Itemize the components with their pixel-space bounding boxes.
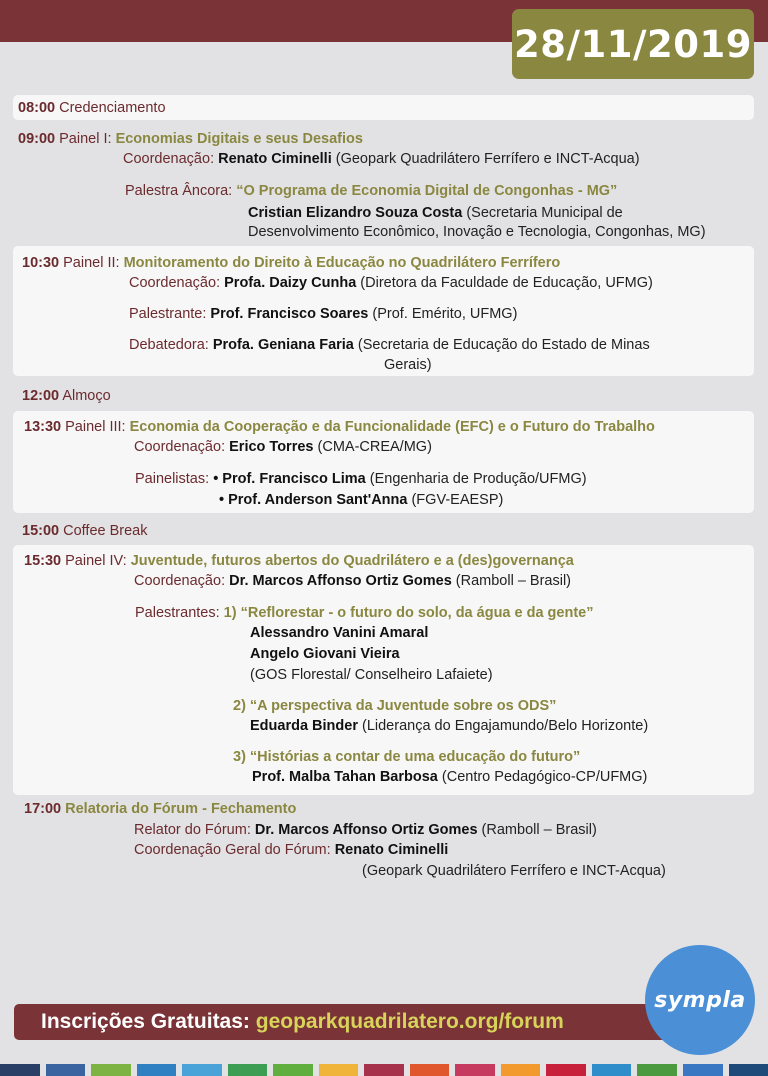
coord-affiliation: (Diretora da Faculdade de Educação, UFMG)	[356, 275, 653, 291]
speaker-name: Prof. Malba Tahan Barbosa	[252, 769, 438, 785]
speaker-affiliation: (Secretaria Municipal de	[462, 205, 623, 221]
painel-2-debater	[129, 336, 650, 354]
panel-title: Economias Digitais e seus Desafios	[115, 131, 363, 147]
session-almoco	[22, 387, 111, 405]
relatoria-general-coordination	[134, 841, 448, 859]
painel-1-speaker	[248, 204, 623, 222]
panelist-affiliation: (FGV-EAESP)	[407, 492, 504, 508]
session-time: 12:00	[22, 388, 60, 404]
coord-affiliation: (Geopark Quadrilátero Ferrífero e INCT-Acqua)	[331, 151, 640, 167]
painel-2-coordination	[129, 274, 653, 292]
sdg-color-block	[683, 1064, 723, 1076]
session-time: 17:00	[24, 801, 62, 817]
relatoria-relator	[134, 821, 597, 839]
session-time: 15:30	[24, 553, 62, 569]
session-time: 08:00	[18, 100, 56, 116]
session-title: Credenciamento	[59, 100, 166, 116]
painel-3-panelist-2	[219, 491, 503, 509]
sdg-color-block	[137, 1064, 177, 1076]
panel-label: Painel III:	[65, 419, 126, 435]
session-title: Almoço	[62, 388, 111, 404]
general-coord-name: Renato Ciminelli	[334, 842, 449, 858]
talk-1-affiliation: (GOS Florestal/ Conselheiro Lafaiete)	[250, 667, 493, 683]
session-painel-2-heading	[22, 254, 560, 272]
coord-label: Coordenação:	[134, 573, 226, 589]
coord-name: Dr. Marcos Affonso Ortiz Gomes	[229, 573, 452, 589]
registration-link[interactable]: geoparkquadrilatero.org/forum	[255, 1010, 564, 1033]
speakers-label: Palestrantes:	[135, 605, 220, 621]
debater-label: Debatedora:	[129, 337, 209, 353]
panelists-label: Painelistas:	[135, 471, 210, 487]
panelist-name: • Prof. Anderson Sant'Anna	[219, 492, 408, 508]
speaker-label: Palestrante:	[129, 306, 207, 322]
panel-title: Juventude, futuros abertos do Quadrilátero e a (des)governança	[130, 553, 574, 569]
talk-label: Palestra Âncora:	[125, 183, 233, 199]
sdg-color-block	[546, 1064, 586, 1076]
sdg-color-block	[501, 1064, 541, 1076]
painel-3-coordination	[134, 438, 432, 456]
talk-title: “Reflorestar - o futuro do solo, da água e da gente”	[236, 605, 594, 621]
session-time: 10:30	[22, 255, 60, 271]
coord-label: Coordenação:	[123, 151, 215, 167]
relator-name: Dr. Marcos Affonso Ortiz Gomes	[254, 822, 478, 838]
panelist-name: • Prof. Francisco Lima	[213, 471, 366, 487]
sdg-color-block	[0, 1064, 40, 1076]
talk-3-speaker	[252, 768, 647, 786]
sdg-color-block	[637, 1064, 677, 1076]
sdg-color-block	[364, 1064, 404, 1076]
event-date: 28/11/2019	[512, 9, 754, 79]
session-painel-1-heading	[18, 130, 363, 148]
coord-name: Profa. Daizy Cunha	[224, 275, 357, 291]
painel-4-talk-1	[135, 604, 593, 622]
coord-name: Erico Torres	[229, 439, 314, 455]
sdg-color-block	[592, 1064, 632, 1076]
session-relatoria-heading	[24, 800, 296, 818]
painel-4-talk-2-title: 2) “A perspectiva da Juventude sobre os ODS”	[233, 698, 557, 714]
debater-affiliation: (Secretaria de Educação do Estado de Minas	[353, 337, 650, 353]
registration-label: Inscrições Gratuitas:	[41, 1010, 256, 1033]
session-title: Relatoria do Fórum - Fechamento	[65, 801, 297, 817]
panel-label: Painel II:	[63, 255, 120, 271]
relator-label: Relator do Fórum:	[134, 822, 251, 838]
painel-4-coordination	[134, 572, 571, 590]
sdg-color-block	[46, 1064, 86, 1076]
general-coord-affiliation: (Geopark Quadrilátero Ferrífero e INCT-Acqua)	[362, 863, 666, 879]
speaker-affiliation: (Prof. Emérito, UFMG)	[368, 306, 518, 322]
talk-1-speaker-1: Alessandro Vanini Amaral	[250, 625, 429, 641]
painel-3-panelist-1	[135, 470, 587, 488]
coord-affiliation: (Ramboll – Brasil)	[451, 573, 572, 589]
painel-1-speaker-affiliation-cont: Desenvolvimento Econômico, Inovação e Tecnologia, Congonhas, MG)	[248, 224, 706, 240]
session-time: 13:30	[24, 419, 62, 435]
speaker-affiliation: (Centro Pedagógico-CP/UFMG)	[437, 769, 648, 785]
sdg-color-block	[455, 1064, 495, 1076]
talk-title: “O Programa de Economia Digital de Congonhas - MG”	[232, 183, 618, 199]
talk-1-speaker-2: Angelo Giovani Vieira	[250, 646, 400, 662]
painel-2-speaker	[129, 305, 517, 323]
sdg-color-block	[273, 1064, 313, 1076]
coord-affiliation: (CMA-CREA/MG)	[313, 439, 432, 455]
session-time: 15:00	[22, 523, 60, 539]
painel-2-debater-affiliation-cont: Gerais)	[384, 357, 432, 373]
sdg-color-block	[319, 1064, 359, 1076]
panel-title: Economia da Cooperação e da Funcionalidade (EFC) e o Futuro do Trabalho	[129, 419, 655, 435]
coord-label: Coordenação:	[134, 439, 226, 455]
registration-banner	[14, 1004, 704, 1040]
relator-affiliation: (Ramboll – Brasil)	[477, 822, 597, 838]
sdg-color-block	[91, 1064, 131, 1076]
panel-label: Painel IV:	[65, 553, 127, 569]
sdg-color-block	[729, 1064, 768, 1076]
session-title: Coffee Break	[63, 523, 148, 539]
general-coord-label: Coordenação Geral do Fórum:	[134, 842, 331, 858]
painel-1-anchor-talk	[125, 182, 617, 200]
talk-number: 1)	[223, 605, 237, 621]
talk-2-speaker	[250, 717, 648, 735]
sdg-color-block	[228, 1064, 268, 1076]
panel-label: Painel I:	[59, 131, 112, 147]
coord-label: Coordenação:	[129, 275, 221, 291]
sdg-color-block	[182, 1064, 222, 1076]
session-time: 09:00	[18, 131, 56, 147]
speaker-name: Prof. Francisco Soares	[210, 306, 369, 322]
panel-title: Monitoramento do Direito à Educação no Quadrilátero Ferrífero	[123, 255, 561, 271]
painel-4-talk-3-title: 3) “Histórias a contar de uma educação do futuro”	[233, 749, 581, 765]
session-coffee-break	[22, 522, 148, 540]
debater-name: Profa. Geniana Faria	[212, 337, 354, 353]
speaker-name: Eduarda Binder	[250, 718, 358, 734]
session-credenciamento	[18, 99, 166, 117]
sdg-color-strip	[0, 1064, 768, 1076]
sdg-color-block	[410, 1064, 450, 1076]
speaker-name: Cristian Elizandro Souza Costa	[248, 205, 463, 221]
session-painel-3-heading	[24, 418, 655, 436]
session-painel-4-heading	[24, 552, 574, 570]
speaker-affiliation: (Liderança do Engajamundo/Belo Horizonte)	[357, 718, 649, 734]
panelist-affiliation: (Engenharia de Produção/UFMG)	[365, 471, 587, 487]
painel-1-coordination	[123, 150, 640, 168]
sympla-logo[interactable]: sympla	[645, 945, 755, 1055]
coord-name: Renato Ciminelli	[218, 151, 332, 167]
